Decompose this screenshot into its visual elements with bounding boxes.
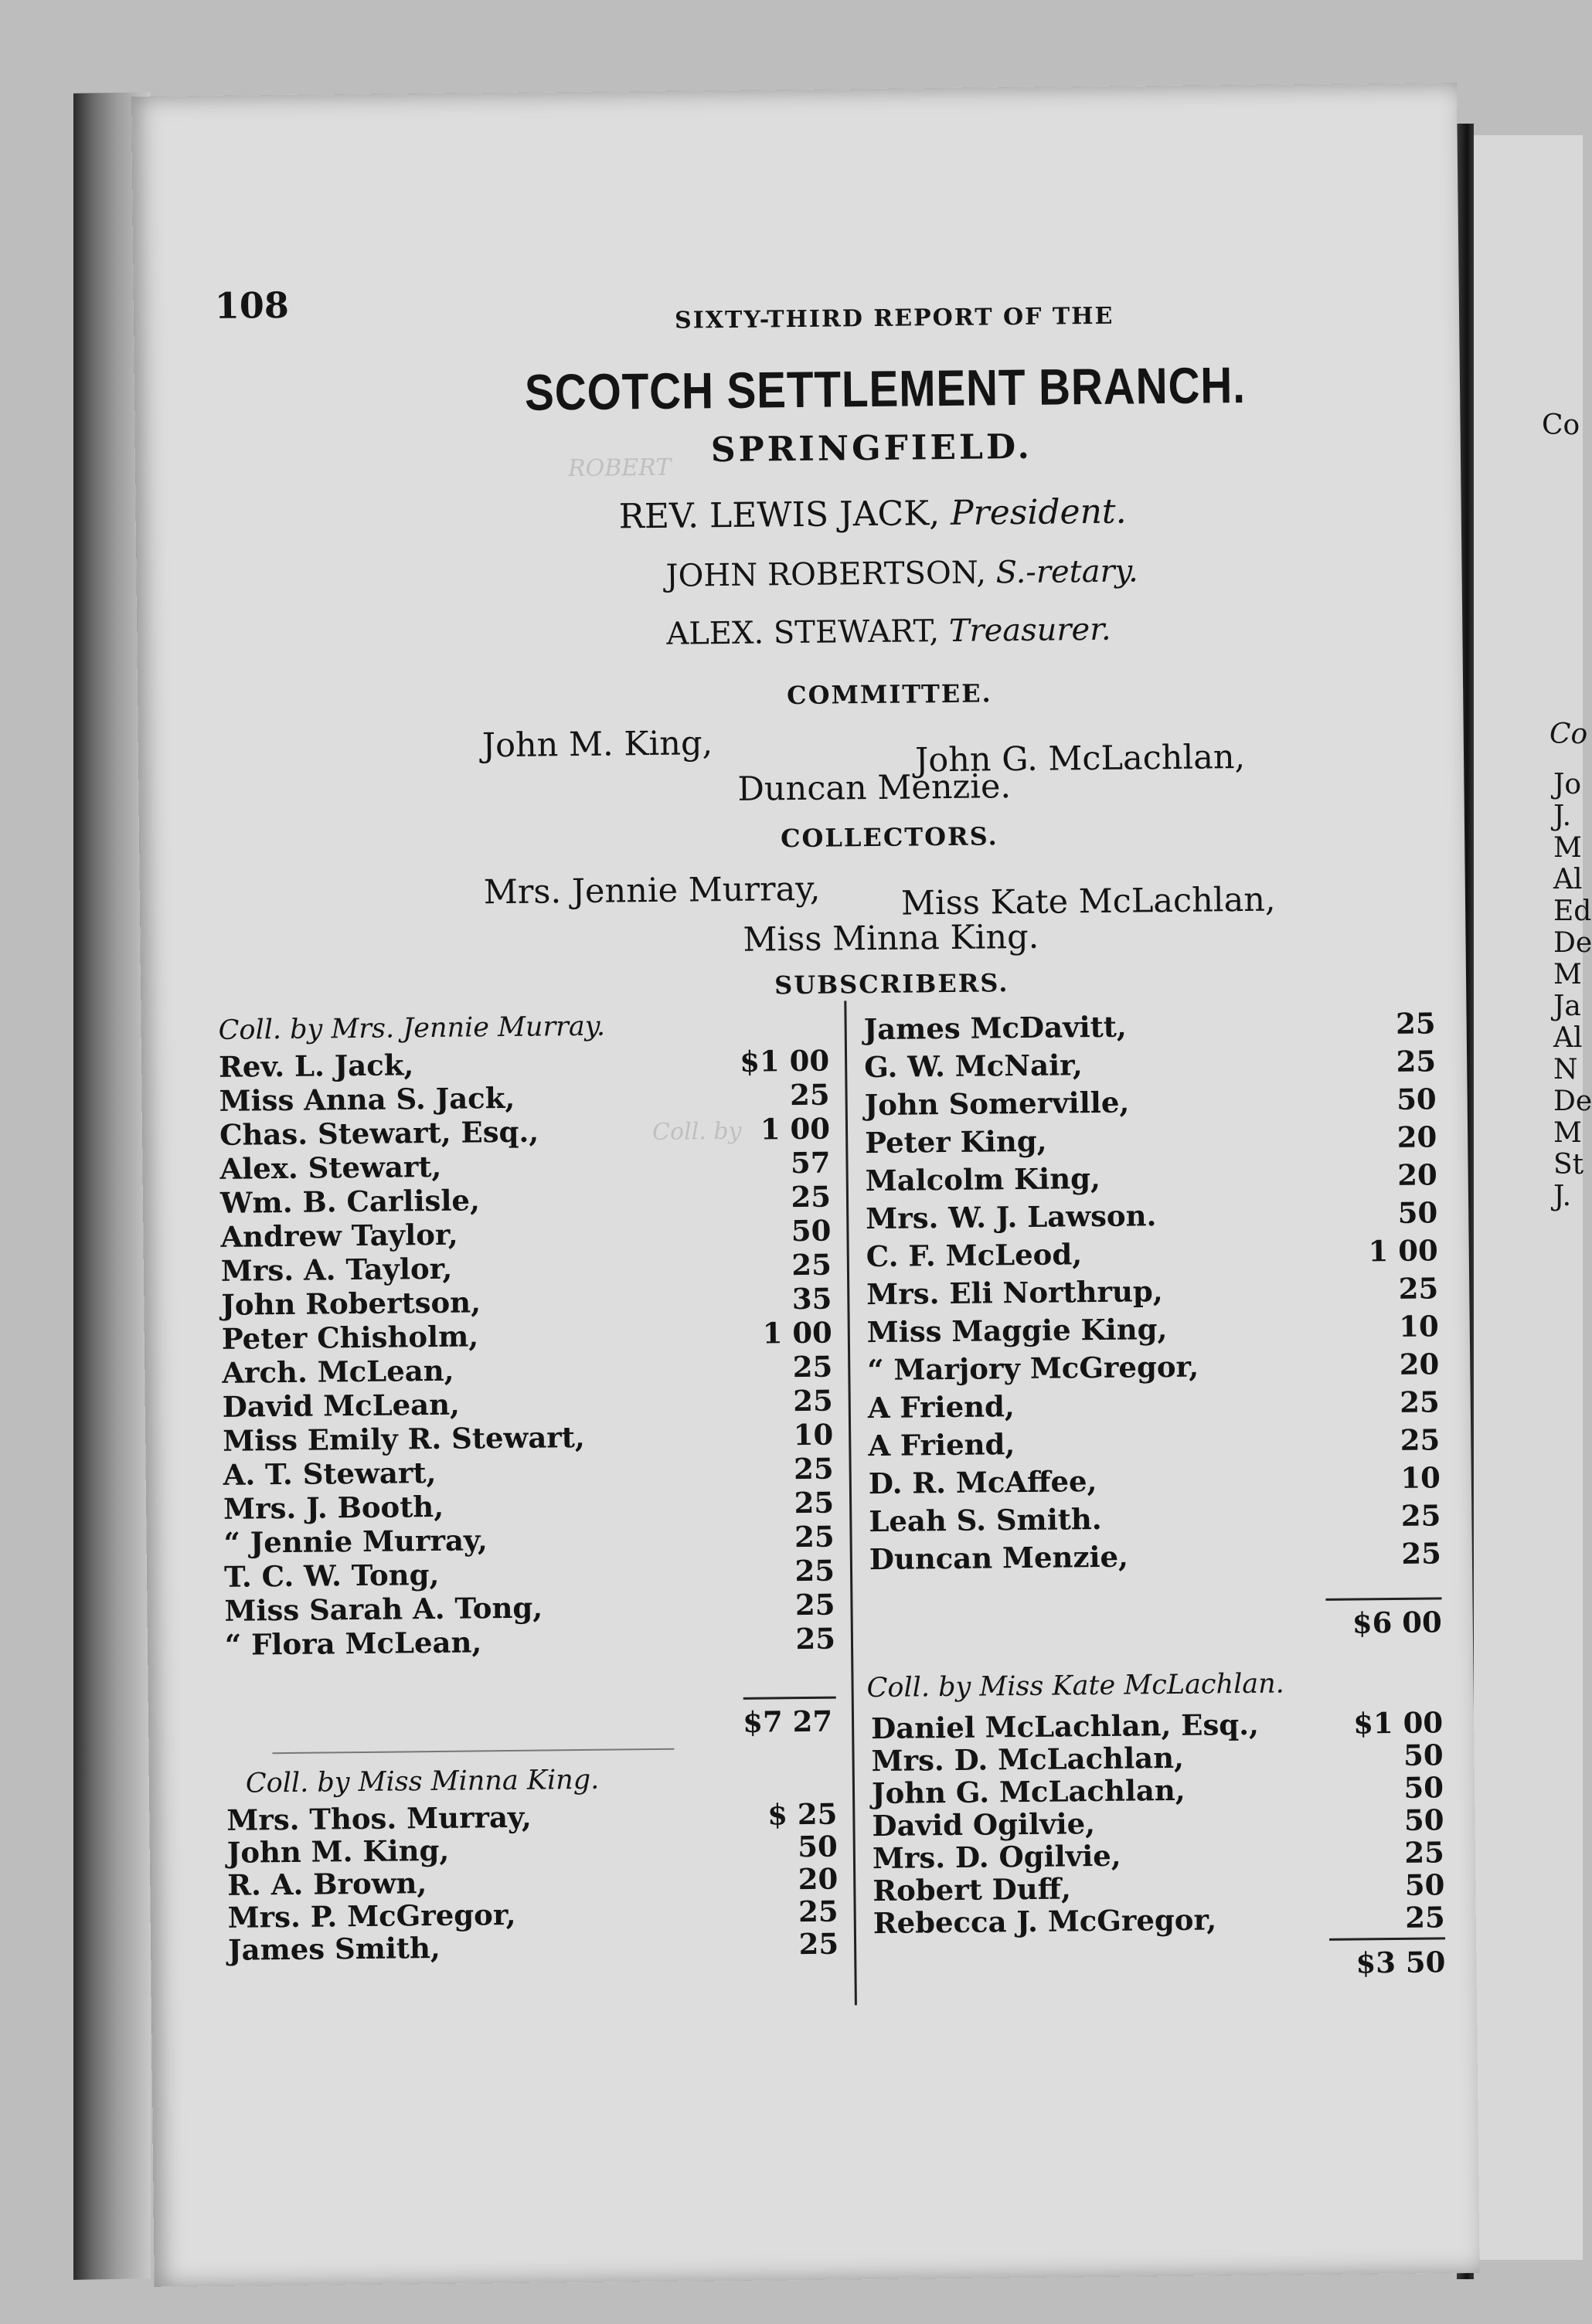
murray-total: $7 27 xyxy=(742,1704,833,1739)
treasurer-name: ALEX. STEWART, xyxy=(666,613,940,652)
subscription-amount: 50 xyxy=(798,1829,838,1864)
subscriber-name: T. C. W. Tong, xyxy=(223,1557,440,1594)
facing-page-line: Ed xyxy=(1553,895,1592,927)
committee-member: Duncan Menzie. xyxy=(737,767,1012,809)
subscriber-name: Duncan Menzie, xyxy=(869,1539,1129,1577)
subscription-amount: 50 xyxy=(1397,1195,1438,1230)
column-divider xyxy=(844,1001,857,2005)
subscription-amount: 25 xyxy=(1401,1536,1442,1571)
subscriber-name: Rebecca J. McGregor, xyxy=(873,1902,1217,1941)
subscription-amount: 57 xyxy=(790,1145,831,1181)
facing-page-line: Al xyxy=(1553,1022,1583,1054)
subscriber-name: Malcolm King, xyxy=(865,1160,1101,1198)
subscriber-name: Miss Emily R. Stewart, xyxy=(222,1419,585,1458)
subscriber-list-king xyxy=(131,83,1457,97)
subscriber-name: Robert Duff, xyxy=(873,1871,1072,1908)
secretary-line xyxy=(665,553,1138,593)
subscriber-name: James McDavitt, xyxy=(863,1009,1127,1047)
subscriber-name: Mrs. D. McLachlan, xyxy=(871,1740,1185,1779)
subscriber-name: “ Flora McLean, xyxy=(224,1625,482,1662)
subscription-amount: 50 xyxy=(1403,1738,1444,1772)
subscription-amount: 25 xyxy=(795,1621,836,1656)
collector-heading: Coll. by Mrs. Jennie Murray. xyxy=(218,1011,606,1046)
bleed-through: ROBERT xyxy=(567,454,672,483)
subscription-amount: 20 xyxy=(1396,1120,1437,1154)
treasurer-line xyxy=(666,612,1111,652)
subscriber-name: John Robertson, xyxy=(221,1285,481,1322)
subscriber-name: Leah S. Smith. xyxy=(869,1501,1102,1539)
collectors-heading: COLLECTORS. xyxy=(780,821,998,854)
committee-member: John M. King, xyxy=(481,724,713,766)
facing-page-line: J. xyxy=(1553,800,1572,832)
subscriber-name: Wm. B. Carlisle, xyxy=(219,1183,481,1220)
subscriber-name: “ Marjory McGregor, xyxy=(867,1349,1199,1388)
subscriber-name: Arch. McLean, xyxy=(222,1353,454,1390)
branch-place: SPRINGFIELD. xyxy=(710,426,1033,471)
subscription-amount: 25 xyxy=(792,1383,833,1419)
secretary-title: S.-retary. xyxy=(995,553,1138,591)
subscription-amount: 10 xyxy=(1399,1309,1439,1344)
subscriber-name: Mrs. P. McGregor, xyxy=(227,1897,516,1935)
president-title: President. xyxy=(950,491,1127,533)
book-page xyxy=(131,83,1480,2287)
subscription-amount: 25 xyxy=(1400,1422,1441,1457)
subscriber-name: James Smith, xyxy=(227,1930,441,1967)
facing-page-heading: Co xyxy=(1549,719,1588,750)
subscription-amount: 10 xyxy=(793,1417,834,1452)
subscription-amount: 50 xyxy=(1403,1802,1444,1837)
subscription-amount: 25 xyxy=(791,1179,832,1215)
subscription-amount: 25 xyxy=(1398,1271,1439,1306)
subscription-amount: 25 xyxy=(794,1519,835,1554)
subscription-amount: 25 xyxy=(793,1451,834,1486)
facing-page-line: M xyxy=(1553,1117,1582,1149)
facing-page-line: St xyxy=(1553,1149,1584,1181)
subscription-amount: 25 xyxy=(1395,1006,1436,1041)
president-line xyxy=(618,492,1126,537)
subscriber-name: “ Jennie Murray, xyxy=(223,1523,488,1560)
facing-page-line: Ja xyxy=(1553,990,1581,1022)
subscription-amount: $1 00 xyxy=(1353,1705,1444,1741)
subscriber-name: Chas. Stewart, Esq., xyxy=(219,1114,539,1152)
page-number: 108 xyxy=(214,284,290,327)
subscriber-name: John G. McLachlan, xyxy=(871,1772,1185,1811)
running-title: SIXTY-THIRD REPORT OF THE xyxy=(674,302,1114,335)
subscription-amount: 1 00 xyxy=(762,1315,833,1351)
subscriber-name: A. T. Stewart, xyxy=(223,1455,437,1492)
subscriber-name: D. R. McAffee, xyxy=(868,1464,1097,1501)
total-rule xyxy=(1325,1597,1441,1601)
subscriber-name: Mrs. W. J. Lawson. xyxy=(866,1198,1157,1236)
collector-name: Mrs. Jennie Murray, xyxy=(483,869,821,912)
subscriber-name: David Ogilvie, xyxy=(872,1806,1096,1843)
subscriber-name: John M. King, xyxy=(226,1833,450,1870)
facing-page-line: Jo xyxy=(1553,769,1582,800)
subscriber-name: Rev. L. Jack, xyxy=(218,1048,414,1084)
facing-page-line: Al xyxy=(1553,864,1583,895)
subscribers-heading: SUBSCRIBERS. xyxy=(774,968,1009,1001)
subscription-amount: 20 xyxy=(798,1861,839,1897)
bleed-through: Coll. by xyxy=(651,1117,742,1147)
subscription-amount: 25 xyxy=(1396,1044,1437,1079)
facing-page-line: M xyxy=(1553,959,1582,990)
collector-heading: Coll. by Miss Kate McLachlan. xyxy=(866,1668,1285,1704)
subscription-amount: 35 xyxy=(791,1281,832,1317)
subscriber-name: A Friend, xyxy=(868,1427,1015,1463)
subscription-amount: $1 00 xyxy=(740,1043,830,1079)
subscriber-name: Alex. Stewart, xyxy=(219,1149,442,1186)
murray-continued-total: $6 00 xyxy=(1352,1605,1442,1640)
subscriber-name: Peter Chisholm, xyxy=(221,1319,479,1356)
subscriber-name: C. F. McLeod, xyxy=(866,1237,1083,1274)
president-name: REV. LEWIS JACK, xyxy=(618,494,941,537)
mclachlan-total: $3 50 xyxy=(1356,1945,1446,1980)
facing-page-line: De xyxy=(1553,927,1592,959)
facing-page-line: De xyxy=(1553,1086,1592,1117)
facing-page-line: M xyxy=(1553,832,1582,864)
subscription-amount: 1 00 xyxy=(1368,1233,1438,1269)
subscription-amount: 25 xyxy=(798,1894,839,1929)
subscription-amount: 50 xyxy=(1404,1867,1445,1902)
subscriber-name: Miss Maggie King, xyxy=(866,1312,1168,1350)
subscription-amount: 25 xyxy=(1400,1498,1441,1533)
collector-heading: Coll. by Miss Minna King. xyxy=(245,1764,600,1799)
subscription-amount: 25 xyxy=(1404,1835,1445,1870)
subscriber-name: David McLean, xyxy=(222,1387,461,1424)
subscriber-name: Miss Sarah A. Tong, xyxy=(224,1590,543,1628)
subscription-amount: 25 xyxy=(1400,1385,1441,1419)
subscriber-name: Andrew Taylor, xyxy=(220,1217,458,1254)
facing-page-line: J. xyxy=(1553,1181,1572,1212)
subscriber-name: Mrs. D. Ogilvie, xyxy=(872,1838,1121,1876)
total-rule xyxy=(743,1697,836,1700)
subscription-amount: $ 25 xyxy=(767,1796,838,1832)
subscriber-name: Mrs. A. Taylor, xyxy=(220,1251,453,1288)
committee-heading: COMMITTEE. xyxy=(786,678,992,711)
treasurer-title: Treasurer. xyxy=(948,611,1111,649)
subscriber-name: Mrs. Eli Northrup, xyxy=(866,1274,1163,1312)
subscription-amount: 1 00 xyxy=(760,1111,831,1147)
section-rule xyxy=(272,1748,674,1754)
subscription-amount: 50 xyxy=(1403,1770,1444,1805)
subscription-amount: 25 xyxy=(791,1247,832,1283)
collector-name: Miss Minna King. xyxy=(743,917,1039,960)
total-rule xyxy=(1329,1937,1445,1941)
subscriber-name: R. A. Brown, xyxy=(227,1866,427,1902)
committee-member: John G. McLachlan, xyxy=(914,737,1246,780)
subscription-amount: 10 xyxy=(1400,1460,1441,1495)
subscriber-name: Mrs. J. Booth, xyxy=(223,1489,444,1526)
subscriber-name: Mrs. Thos. Murray, xyxy=(226,1799,532,1837)
facing-page-fragment: Co xyxy=(1542,409,1580,441)
subscription-amount: 25 xyxy=(794,1485,835,1520)
subscriber-name: John Somerville, xyxy=(864,1085,1130,1123)
collector-name: Miss Kate McLachlan, xyxy=(900,880,1276,923)
subscription-amount: 50 xyxy=(791,1213,832,1249)
subscription-amount: 25 xyxy=(794,1587,835,1622)
subscriber-list-mclachlan xyxy=(131,83,1457,97)
subscription-amount: 25 xyxy=(798,1926,839,1962)
branch-title: SCOTCH SETTLEMENT BRANCH. xyxy=(524,355,1247,421)
facing-page-line: N xyxy=(1553,1054,1578,1086)
subscriber-name: Miss Anna S. Jack, xyxy=(219,1080,515,1118)
subscriber-list-murray-continued xyxy=(131,83,1457,97)
subscription-amount: 25 xyxy=(792,1349,833,1385)
subscription-amount: 20 xyxy=(1399,1347,1440,1381)
subscription-amount: 25 xyxy=(1405,1900,1445,1935)
subscription-amount: 50 xyxy=(1396,1082,1437,1116)
subscription-amount: 25 xyxy=(789,1077,830,1113)
subscriber-name: Daniel McLachlan, Esq., xyxy=(870,1707,1260,1746)
subscriber-name: Peter King, xyxy=(865,1123,1047,1160)
subscription-amount: 25 xyxy=(794,1553,835,1588)
subscription-amount: 20 xyxy=(1396,1157,1437,1192)
subscriber-name: G. W. McNair, xyxy=(863,1048,1083,1085)
subscriber-list-murray xyxy=(131,83,1457,97)
secretary-name: JOHN ROBERTSON, xyxy=(665,555,987,594)
subscriber-name: A Friend, xyxy=(867,1389,1015,1425)
